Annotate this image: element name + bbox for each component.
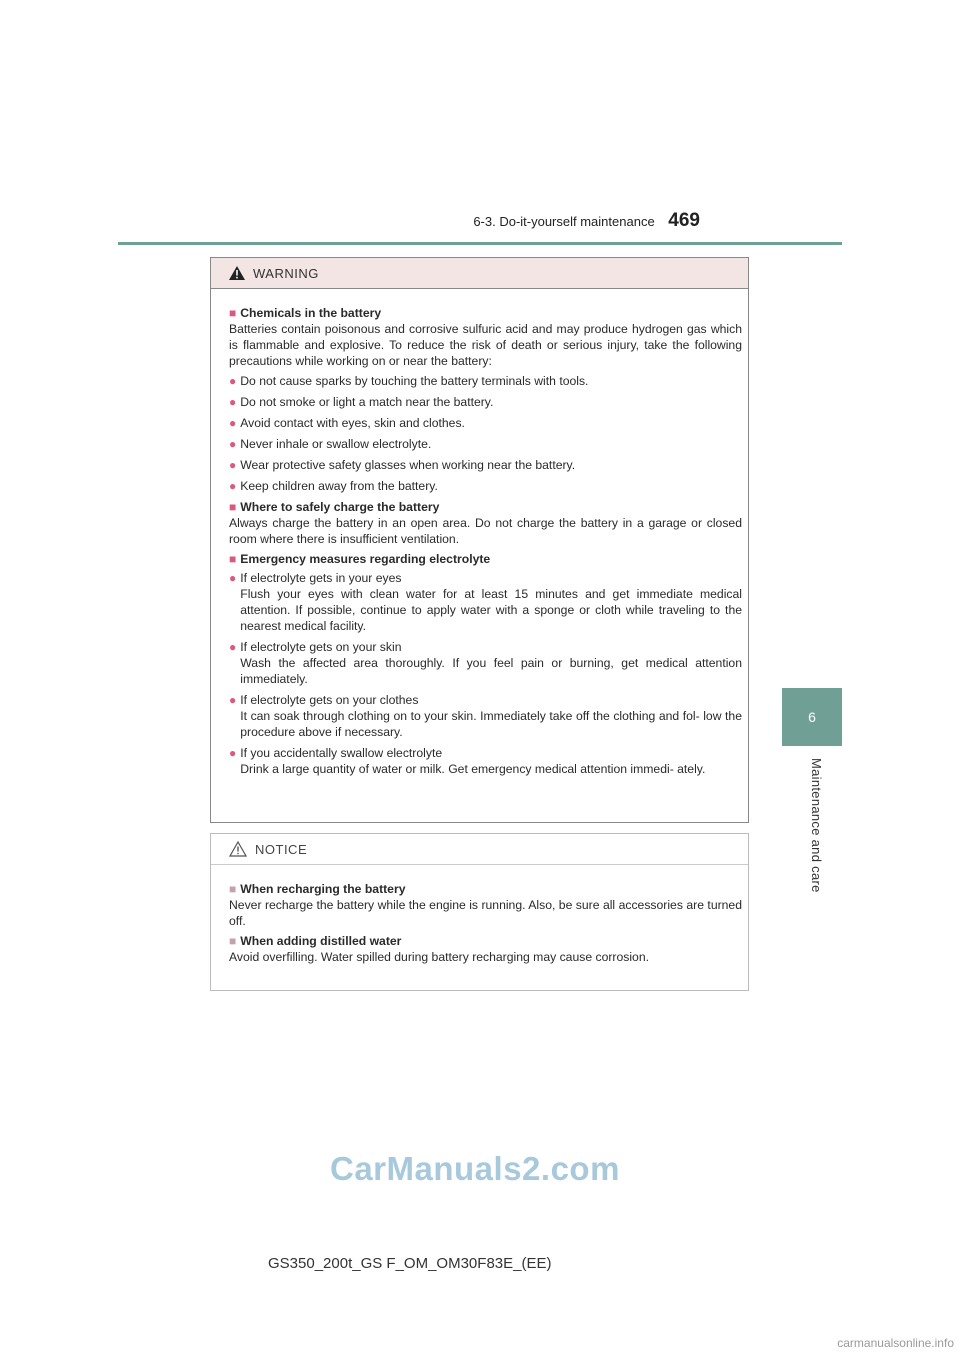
warning-item-title: ■ Chemicals in the battery [229, 306, 382, 320]
notice-item-text: Avoid overfilling. Water spilled during battery recharging may cause corrosion. [229, 950, 649, 964]
document-code: GS350_200t_GS F_OM_OM30F83E_(EE) [268, 1255, 552, 1272]
chapter-number: 6 [808, 709, 816, 725]
list-item: ● Keep children away from the battery. [229, 479, 438, 493]
list-item: ● Wear protective safety glasses when working near the battery. [229, 458, 576, 472]
circle-bullet-icon: ● [229, 746, 237, 760]
list-item: ● If electrolyte gets on your skin Wash the affected area thoroughly. If you feel pain or burning, get medical attention immediately. [229, 640, 742, 686]
list-item: ● Do not smoke or light a match near the battery. [229, 395, 494, 409]
section-title: 6-3. Do-it-yourself maintenance [473, 214, 655, 229]
list-item: ● Do not cause sparks by touching the battery terminals with tools. [229, 374, 589, 388]
watermark-logo: CarManuals2.com [330, 1150, 620, 1187]
list-item: ● If electrolyte gets in your eyes Flush your eyes with clean water for at least 15 minutes and get immediate medical attention. If possible, continue to apply water with a sponge or cloth while traveling to the nearest medical facility. [229, 571, 742, 633]
circle-bullet-icon: ● [229, 693, 237, 707]
warning-header [211, 258, 748, 289]
warning-item-text: Batteries contain poisonous and corrosive sulfuric acid and may produce hydrogen gas which is flammable and explosive. To reduce the risk of death or serious injury, take the following precautions while working on or near the battery: [229, 322, 742, 368]
circle-bullet-icon: ● [229, 437, 237, 451]
square-bullet-icon: ■ [229, 882, 237, 896]
list-item: ● Avoid contact with eyes, skin and clothes. [229, 416, 465, 430]
notice-item-text: Never recharge the battery while the engine is running. Also, be sure all accessories are turned off. [229, 898, 742, 928]
circle-bullet-icon: ● [229, 479, 237, 493]
warning-box [210, 257, 749, 823]
circle-bullet-icon: ● [229, 416, 237, 430]
square-bullet-icon: ■ [229, 934, 237, 948]
notice-title: NOTICE [255, 841, 308, 857]
notice-item-title: ■ When adding distilled water [229, 934, 402, 948]
notice-header [211, 834, 748, 865]
square-bullet-icon: ■ [229, 306, 237, 320]
circle-bullet-icon: ● [229, 374, 237, 388]
page-header [0, 210, 700, 232]
list-item: ● If you accidentally swallow electrolyte Drink a large quantity of water or milk. Get emergency medical attention immedi- ately. [229, 746, 706, 776]
list-item: ● Never inhale or swallow electrolyte. [229, 437, 432, 451]
chapter-label: Maintenance and care [809, 758, 824, 893]
warning-item-text: Always charge the battery in an open area. Do not charge the battery in a garage or closed room where there is insufficient ventilation. [229, 516, 742, 546]
warning-body [211, 289, 748, 777]
warning-item-title: ■ Emergency measures regarding electrolyte [229, 552, 491, 566]
header-rule [118, 242, 842, 245]
caution-triangle-icon [229, 841, 247, 857]
circle-bullet-icon: ● [229, 640, 237, 654]
warning-item-title: ■ Where to safely charge the battery [229, 500, 440, 514]
notice-body [211, 865, 748, 965]
circle-bullet-icon: ● [229, 458, 237, 472]
notice-box [210, 833, 749, 991]
page-number: 469 [668, 210, 700, 231]
circle-bullet-icon: ● [229, 395, 237, 409]
square-bullet-icon: ■ [229, 500, 237, 514]
warning-triangle-icon [229, 266, 245, 280]
warning-title: WARNING [253, 265, 319, 281]
chapter-tab [782, 688, 842, 746]
square-bullet-icon: ■ [229, 552, 237, 566]
watermark-corner: carmanualsonline.info [837, 1336, 954, 1350]
precaution-list [229, 373, 742, 494]
emergency-list [229, 570, 742, 777]
list-item: ● If electrolyte gets on your clothes It can soak through clothing on to your skin. Immediately take off the clothing and fol- low the procedure above if necessary. [229, 693, 742, 739]
circle-bullet-icon: ● [229, 571, 237, 585]
notice-item-title: ■ When recharging the battery [229, 882, 406, 896]
